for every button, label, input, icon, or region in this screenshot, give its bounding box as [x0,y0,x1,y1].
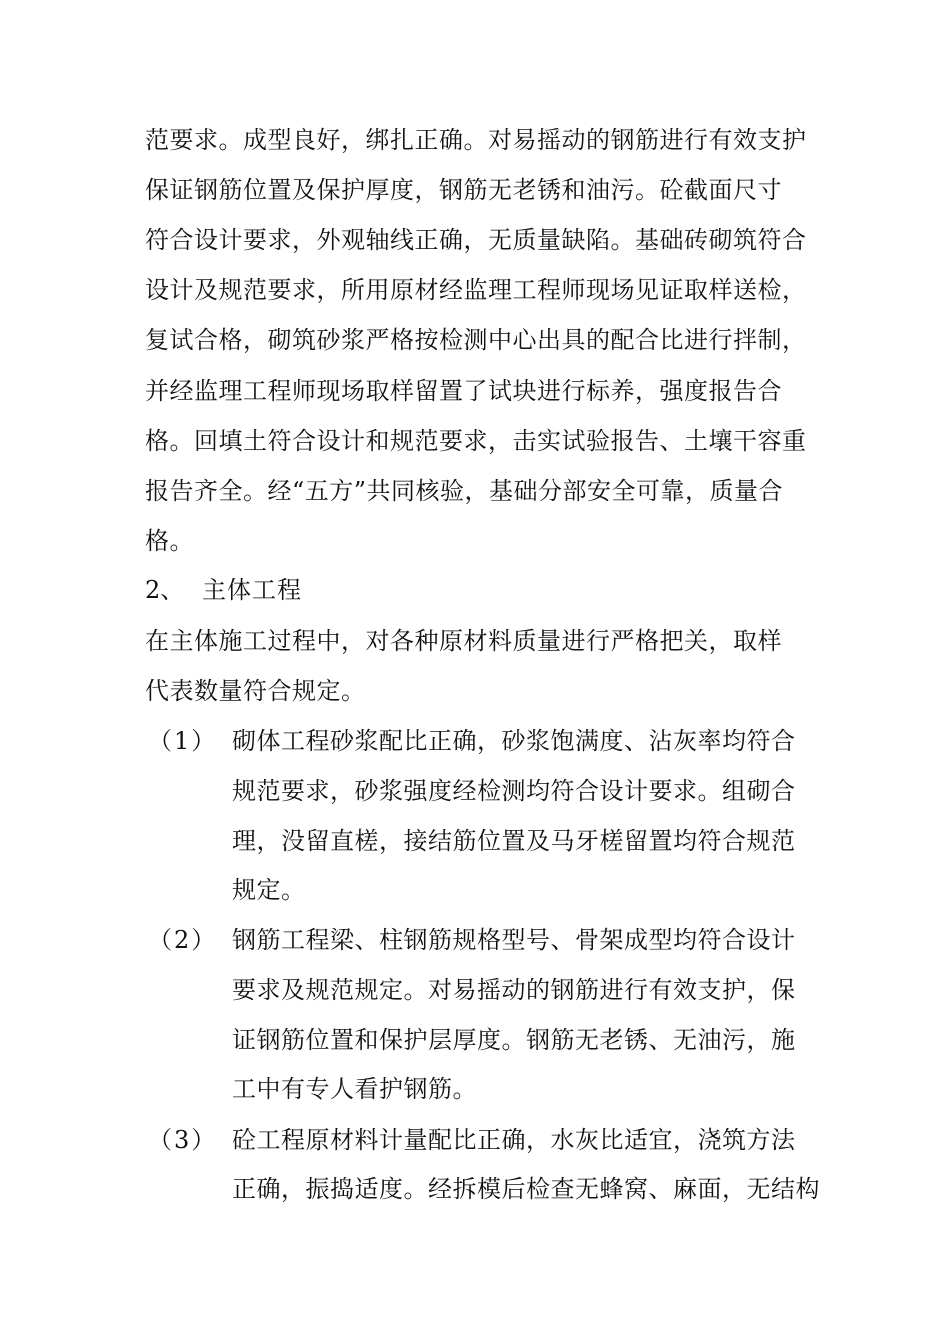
item-line: 证钢筋位置和保护层厚度。钢筋无老锈、无油污，施 [232,1026,796,1054]
paragraph-line: 复试合格，砌筑砂浆严格按检测中心出具的配合比进行拌制， [145,326,807,354]
item-line: 规定。 [232,876,306,904]
paragraph-line: 报告齐全。经“五方”共同核验，基础分部安全可靠，质量合 [145,477,784,505]
item-number: （2） [148,926,218,954]
item-line: 砼工程原材料计量配比正确，水灰比适宜，浇筑方法 [232,1126,796,1154]
paragraph-line: 范要求。成型良好，绑扎正确。对易摇动的钢筋进行有效支护 [145,126,807,154]
paragraph-line: 格。回填土符合设计和规范要求，击实试验报告、土壤干容重 [145,427,807,455]
paragraph-line: 代表数量符合规定。 [145,677,366,705]
paragraph-line: 并经监理工程师现场取样留置了试块进行标养，强度报告合 [145,377,782,405]
item-number: （1） [148,727,218,755]
paragraph-line: 格。 [145,527,194,555]
item-line: 正确，振捣适度。经拆模后检查无蜂窝、麻面，无结构 [232,1175,820,1203]
section-title: 主体工程 [202,576,302,604]
item-line: 规范要求，砂浆强度经检测均符合设计要求。组砌合 [232,777,796,805]
item-number: （3） [148,1126,218,1154]
item-line: 工中有专人看护钢筋。 [232,1075,477,1103]
item-line: 要求及规范规定。对易摇动的钢筋进行有效支护，保 [232,976,796,1004]
paragraph-line: 设计及规范要求，所用原材经监理工程师现场见证取样送检， [145,276,807,304]
paragraph-line: 符合设计要求，外观轴线正确，无质量缺陷。基础砖砌筑符合 [145,226,807,254]
paragraph-line: 保证钢筋位置及保护厚度，钢筋无老锈和油污。砼截面尺寸 [145,176,782,204]
paragraph-line: 在主体施工过程中，对各种原材料质量进行严格把关，取样 [145,627,782,655]
item-line: 理，没留直槎，接结筋位置及马牙槎留置均符合规范 [232,827,796,855]
item-line: 钢筋工程梁、柱钢筋规格型号、骨架成型均符合设计 [232,926,796,954]
section-number: 2、 [145,576,185,604]
item-line: 砌体工程砂浆配比正确，砂浆饱满度、沾灰率均符合 [232,727,796,755]
